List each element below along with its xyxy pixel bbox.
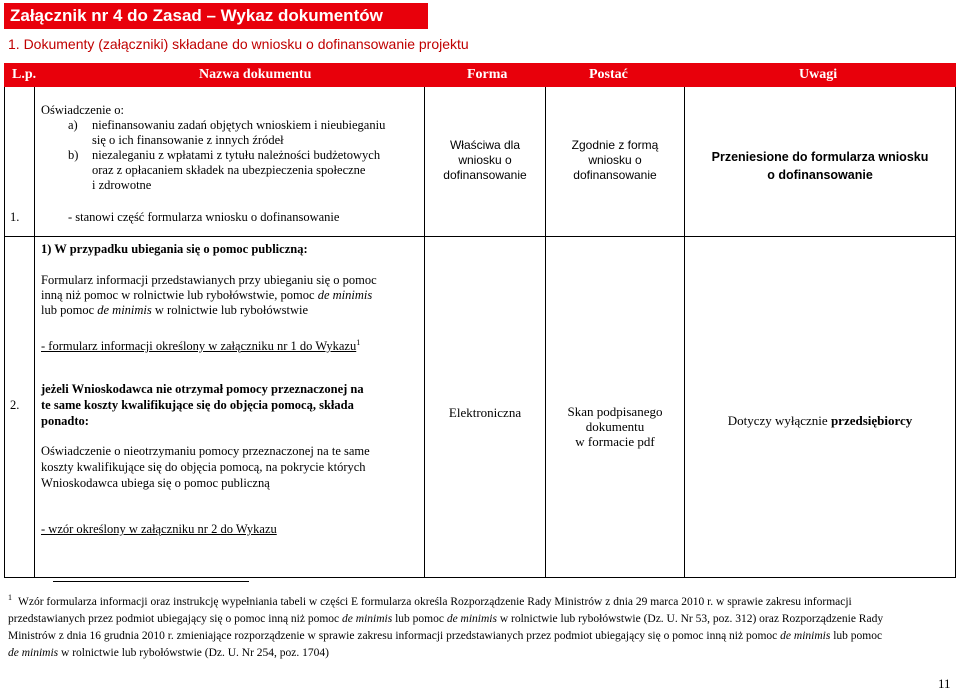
- row1-item-b-line: oraz z opłacaniem składek na ubezpieczenia społeczne: [92, 163, 366, 177]
- row2-paragraph: jeżeli Wnioskodawca nie otrzymał pomocy przeznaczonej na: [41, 382, 364, 396]
- row2-paragraph: 1) W przypadku ubiegania się o pomoc publiczną:: [41, 242, 308, 256]
- table-header: [4, 63, 956, 87]
- row1-type: Zgodnie z formą wniosku o dofinansowanie: [571, 138, 659, 182]
- table-border-left: [4, 87, 5, 577]
- row1-item-b-line: niezaleganiu z wpłatami z tytułu należności budżetowych: [92, 148, 381, 162]
- row2-paragraph: Formularz informacji przedstawianych przy ubieganiu się o pomoc: [41, 273, 377, 287]
- row1-item-a-line: niefinansowaniu zadań objętych wnioskiem i nieubieganiu: [92, 118, 386, 132]
- row1-item-b-label: b): [68, 148, 79, 162]
- row2-number: 2.: [10, 398, 20, 412]
- row2-reference: - formularz informacji określony w załączniku nr 1 do Wykazu$^1$: [41, 338, 361, 354]
- row2-notes: Dotyczy wyłącznie przedsiębiorcy: [727, 413, 913, 428]
- row1-notes: Przeniesione do formularza wniosku o dofinansowanie: [711, 150, 929, 182]
- row2-paragraph: Wnioskodawca ubiega się o pomoc publiczną: [41, 476, 270, 490]
- row2-paragraph: ponadto:: [41, 414, 89, 428]
- footnote-marker: 1: [8, 593, 12, 602]
- row1-item-a-label: a): [68, 118, 78, 132]
- row2-paragraph: Oświadczenie o nieotrzymaniu pomocy przeznaczonej na te same: [41, 444, 370, 458]
- table-border-bottom: [4, 577, 956, 578]
- row1-part-note: - stanowi część formularza wniosku o dofinansowanie: [68, 210, 340, 224]
- row2-form: Elektroniczna: [448, 405, 522, 420]
- row1-item-a-line: się o ich finansowanie z innych źródeł: [92, 133, 284, 147]
- row2-paragraph: koszty kwalifikujące się do objęcia pomocą, na pokrycie których: [41, 460, 366, 474]
- row2-reference: - wzór określony w załączniku nr 2 do Wykazu: [41, 522, 277, 536]
- row1-form: Właściwa dla wniosku o dofinansowanie: [443, 138, 527, 182]
- col-header-type: Postać: [589, 67, 628, 82]
- col-header-form: Forma: [467, 67, 508, 82]
- col-header-lp: L.p.: [12, 67, 37, 82]
- row1-heading: Oświadczenie o:: [41, 103, 124, 117]
- row-separator: [4, 236, 956, 237]
- page-number: 11: [938, 676, 951, 691]
- row2-paragraph: lub pomoc de minimis w rolnictwie lub rybołówstwie: [41, 303, 308, 317]
- footnote-line: Wzór formularza informacji oraz instrukcję wypełniania tabeli w części E formularza określa Rozporządzenie Rady Ministrów z dnia 29 marca 2010 r. w sprawie zakresu informacji: [18, 596, 852, 608]
- row2-paragraph: inną niż pomoc w rolnictwie lub rybołówstwie, pomoc de minimis: [41, 288, 373, 302]
- table-divider: [34, 87, 35, 577]
- footnote-line: Ministrów z dnia 16 grudnia 2010 r. zmieniające rozporządzenie w sprawie zakresu informacji przedstawianych przez podmiot ubiegający się o pomoc inną niż pomoc de minimis lub pomoc: [8, 630, 883, 642]
- row2-type: Skan podpisanego dokumentu w formacie pdf: [567, 404, 663, 449]
- row1-number: 1.: [10, 210, 20, 224]
- footnote-line: przedstawianych przez podmiot ubiegający się o pomoc inną niż pomoc de minimis lub pomoc de minimis w rolnictwie lub rybołówstwie (Dz. U. Nr 53, poz. 312) oraz Rozporządzenie Rady: [8, 613, 884, 625]
- document-title: Załącznik nr 4 do Zasad – Wykaz dokumentów: [4, 3, 428, 29]
- footnote-separator: [53, 581, 249, 582]
- table-border-right: [955, 87, 956, 577]
- footnote-line: de minimis w rolnictwie lub rybołówstwie (Dz. U. Nr 254, poz. 1704): [8, 647, 329, 659]
- section-subtitle: 1. Dokumenty (załączniki) składane do wniosku o dofinansowanie projektu: [8, 36, 469, 52]
- row2-paragraph: te same koszty kwalifikujące się do objęcia pomocą, składa: [41, 398, 354, 412]
- col-header-notes: Uwagi: [799, 67, 838, 82]
- row1-item-b-line: i zdrowotne: [92, 178, 152, 192]
- col-header-name: Nazwa dokumentu: [199, 67, 312, 82]
